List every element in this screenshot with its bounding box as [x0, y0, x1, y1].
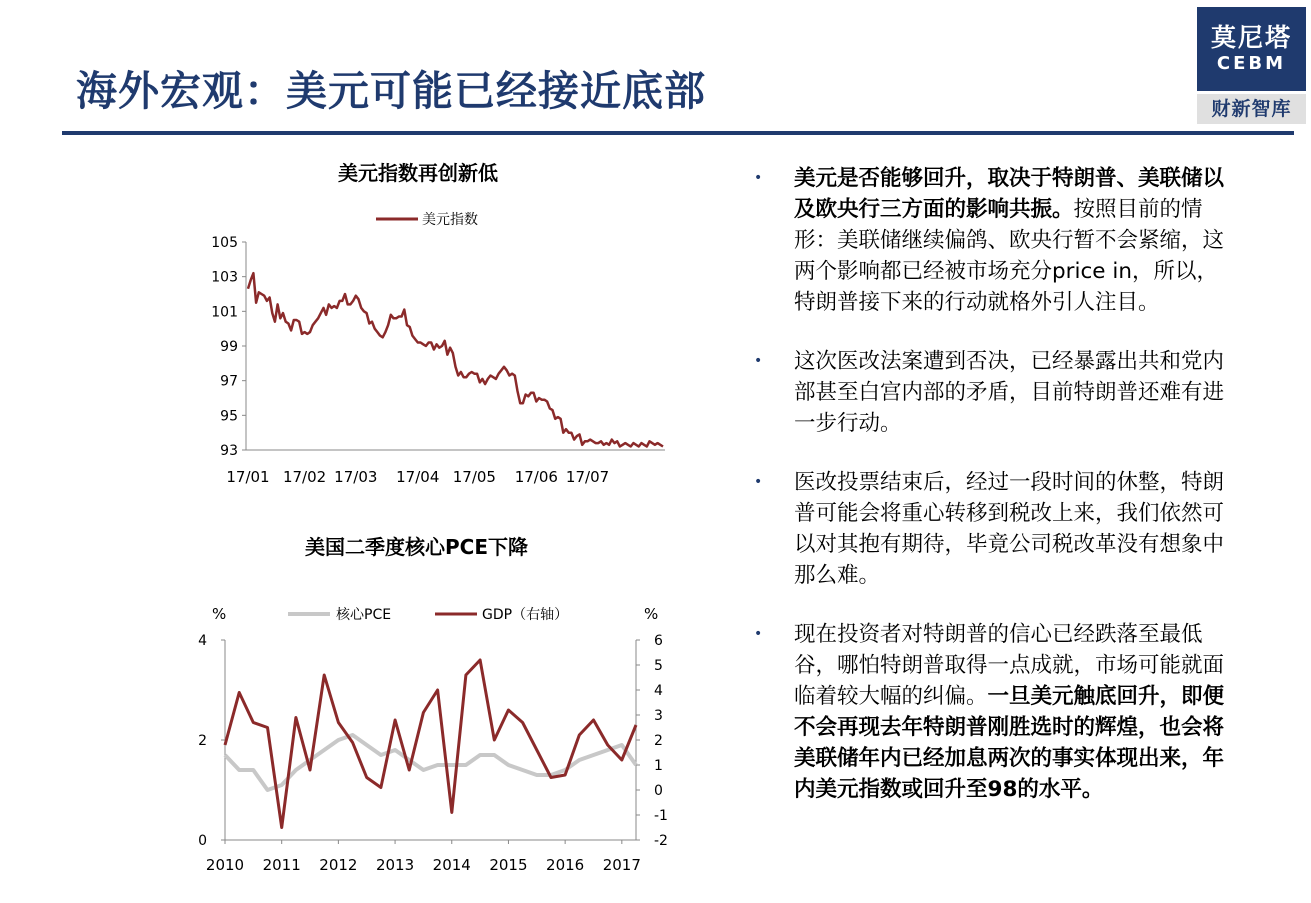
x-tick-label: 17/05: [452, 468, 496, 486]
bullet-marker: •: [754, 170, 763, 186]
bullet-bold-text: 美元是否能够回升，取决于特朗普、美联储以及欧央行三方面的影响共振。: [794, 166, 1225, 222]
y-tick-label: 101: [211, 304, 238, 321]
company-logo: [1197, 7, 1306, 124]
x-tick-label: 17/04: [396, 468, 440, 486]
legend-label-gdp: GDP（右轴）: [482, 607, 569, 623]
x-tick-label: 17/03: [334, 468, 378, 486]
logo-subtitle: 财新智库: [1197, 94, 1306, 124]
series-line-dollar-index: [248, 273, 663, 446]
bullet-text: 医改投票结束后，经过一段时间的休整，特朗普可能会将重心转移到税改上来，我们依然可以对其抱有期待，毕竟公司税改革没有想象中那么难。: [794, 470, 1225, 588]
bullet-bold-text: 一旦美元触底回升，即便不会再现去年特朗普刚胜选时的辉煌，也会将美联储年内已经加息两次的事实体现出来，年内美元指数或回升至98的水平。: [794, 684, 1225, 802]
chart1-title: 美元指数再创新低: [338, 161, 498, 185]
right-y-tick-label: 2: [654, 733, 663, 749]
right-y-tick-label: 3: [654, 708, 663, 724]
logo-mark: [1197, 7, 1306, 91]
bullet-item: [752, 346, 1232, 439]
dollar-index-chart: [200, 200, 680, 500]
x-tick-label: 2015: [489, 856, 528, 874]
right-y-tick-label: 4: [654, 683, 663, 699]
right-y-tick-label: -2: [654, 833, 668, 849]
x-tick-label: 2014: [432, 856, 471, 874]
bullet-list: [752, 163, 1232, 833]
y-tick-label: 95: [220, 408, 238, 425]
right-y-tick-label: 6: [654, 633, 663, 649]
y-tick-label: 103: [211, 269, 238, 286]
x-tick-label: 2010: [205, 856, 245, 874]
x-tick-label: 2011: [262, 856, 301, 874]
left-y-tick-label: 0: [198, 833, 207, 849]
bullet-marker: •: [754, 626, 763, 642]
x-tick-label: 2012: [319, 856, 358, 874]
page-title: 海外宏观：美元可能已经接近底部: [76, 67, 706, 115]
right-y-tick-label: 5: [654, 658, 663, 674]
right-y-tick-label: 0: [654, 783, 663, 799]
bullet-item: [752, 163, 1232, 318]
x-tick-label: 17/02: [282, 468, 327, 486]
x-tick-label: 2017: [602, 856, 641, 874]
left-y-tick-label: 4: [198, 633, 207, 649]
right-y-tick-label: 1: [654, 758, 663, 774]
left-axis-unit: %: [212, 605, 227, 623]
right-axis-unit: %: [644, 605, 659, 623]
left-y-tick-label: 2: [198, 733, 207, 749]
right-y-tick-label: -1: [654, 808, 668, 824]
legend-label-dollar-index: 美元指数: [422, 212, 478, 228]
pce-gdp-chart: [190, 595, 680, 885]
y-tick-label: 105: [211, 235, 238, 251]
bullet-marker: •: [754, 353, 763, 369]
chart2-title: 美国二季度核心PCE下降: [305, 535, 528, 559]
x-tick-label: 2016: [546, 856, 585, 874]
bullet-text: 这次医改法案遭到否决，已经暴露出共和党内部甚至白宫内部的矛盾，目前特朗普还难有进一步行动。: [794, 349, 1225, 436]
x-tick-label: 17/01: [226, 468, 270, 486]
x-tick-label: 17/07: [565, 468, 610, 486]
logo-en-name: CEBM: [1216, 53, 1287, 74]
bullet-text: 现在投资者对特朗普的信心已经跌落至最低谷，哪怕特朗普取得一点成就，市场可能就面临着较大幅的纠偏。: [794, 622, 1225, 709]
y-tick-label: 97: [220, 373, 238, 390]
x-tick-label: 17/06: [514, 468, 558, 486]
title-underline: [62, 131, 1294, 135]
bullet-text: 按照目前的情形：美联储继续偏鸽、欧央行暂不会紧缩，这两个影响都已经被市场充分price in，所以，特朗普接下来的行动就格外引人注目。: [794, 197, 1225, 315]
y-tick-label: 93: [220, 443, 238, 459]
legend-label-core-pce: 核心PCE: [336, 607, 392, 623]
y-tick-label: 99: [220, 339, 238, 355]
series-line-gdp: [225, 660, 636, 828]
bullet-item: [752, 619, 1232, 805]
bullet-marker: •: [754, 474, 763, 490]
bullet-item: [752, 467, 1232, 591]
x-tick-label: 2013: [375, 856, 415, 874]
logo-cn-name: 莫尼塔: [1210, 23, 1292, 52]
